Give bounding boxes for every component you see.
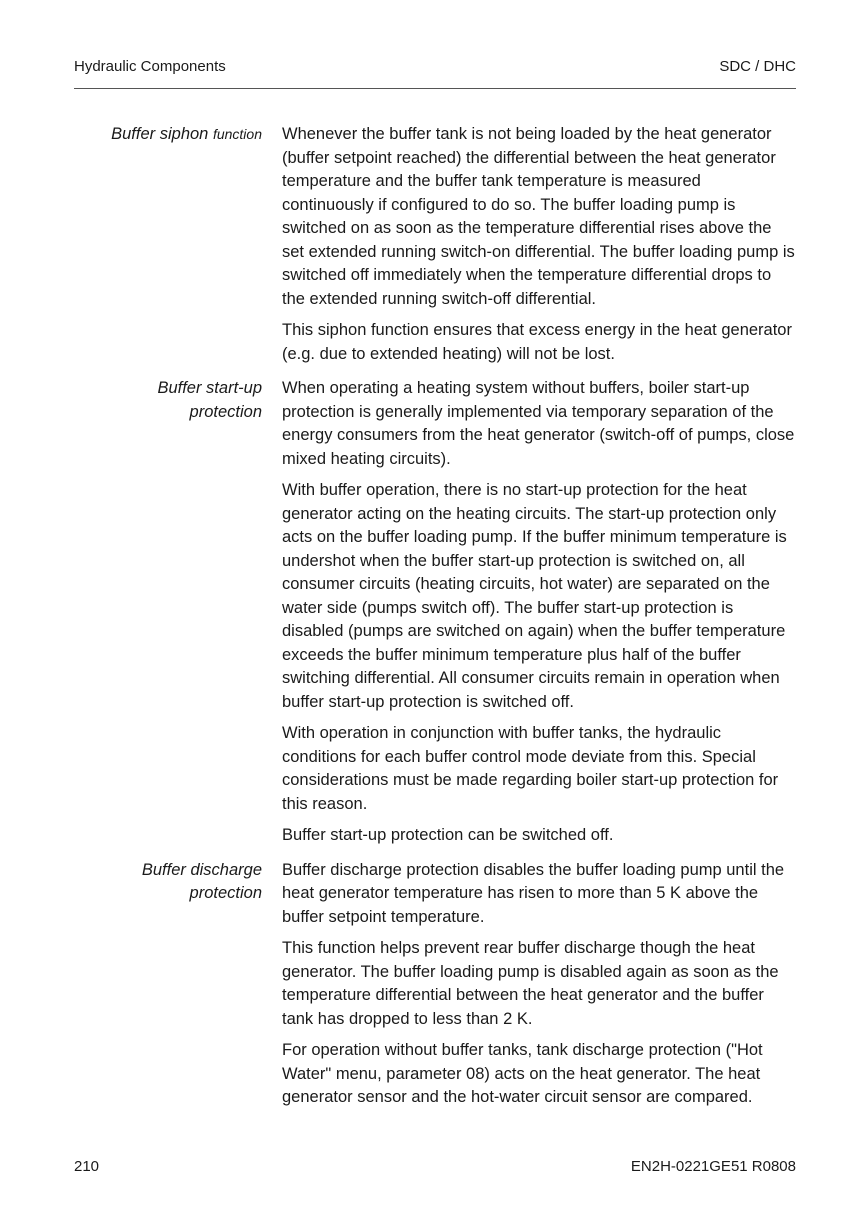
document-code: EN2H-0221GE51 R0808 — [630, 1158, 796, 1175]
paragraph: Buffer discharge protection disables the buffer loading pump until the heat generator temperature has risen to more than 5 K above the buffer setpoint temperature. — [282, 860, 785, 926]
header-section-title: Hydraulic Components — [74, 58, 226, 75]
section-body — [282, 377, 796, 848]
section-buffer-discharge-protection — [74, 859, 796, 1110]
paragraph: With operation in conjunction with buffer tanks, the hydraulic conditions for each buffer control mode deviate from this. Special considerations must be made regarding boiler start-up protection for this reason. — [282, 724, 779, 813]
section-label — [74, 377, 262, 848]
section-label-main: Buffer siphon — [111, 125, 209, 143]
section-buffer-start-up-protection — [74, 377, 796, 848]
header-product-name: SDC / DHC — [719, 58, 796, 75]
section-label-line2: protection — [189, 884, 262, 902]
section-body — [282, 859, 796, 1110]
section-label — [74, 859, 262, 1110]
paragraph: This siphon function ensures that excess energy in the heat generator (e.g. due to extended heating) will not be lost. — [282, 321, 792, 363]
page-content — [74, 123, 796, 1121]
section-buffer-siphon — [74, 123, 796, 366]
section-label-small: function — [212, 126, 262, 142]
paragraph: This function helps prevent rear buffer discharge though the heat generator. The buffer loading pump is disabled again as soon as the temperature differential between the heat generator and the buffer tank has dropped to less than 2 K. — [282, 939, 779, 1028]
paragraph: Buffer start-up protection can be switched off. — [282, 826, 614, 844]
paragraph: When operating a heating system without buffers, boiler start-up protection is generally implemented via temporary separation of the energy consumers from the heat generator (switch-off of pumps, close mixed heating circuits). — [282, 379, 795, 468]
paragraph: Whenever the buffer tank is not being loaded by the heat generator (buffer setpoint reached) the differential between the heat generator temperature and the buffer tank temperature is measured continuously if configured to do so. The buffer loading pump is switched on as soon as the temperature differential rises above the set extended running switch-on differential. The buffer loading pump is switched off immediately when the temperature differential drops to the extended running switch-off differential. — [282, 125, 795, 308]
section-label-line1: Buffer discharge — [141, 860, 262, 879]
page-number: 210 — [74, 1158, 100, 1175]
section-label — [74, 123, 262, 366]
paragraph: With buffer operation, there is no start-up protection for the heat generator acting on the heating circuits. The start-up protection only acts on the buffer loading pump. If the buffer minimum temperature is undershot when the buffer start-up protection is switched on, all consumer circuits (heating circuits, hot water) are separated on the water side (pumps switch off). The buffer start-up protection is disabled (pumps are switched on again) when the buffer temperature exceeds the buffer minimum temperature plus half of the buffer switching differential. All consumer circuits remain in operation when buffer start-up protection is switched off. — [282, 481, 787, 711]
section-label-line1: Buffer start-up — [157, 379, 262, 397]
section-label-line2: protection — [189, 402, 262, 421]
page-header — [74, 58, 796, 89]
section-body — [282, 123, 796, 366]
paragraph: For operation without buffer tanks, tank discharge protection ("Hot Water" menu, parameter 08) acts on the heat generator. The heat generator sensor and the hot-water circuit sensor are compared. — [282, 1041, 763, 1106]
